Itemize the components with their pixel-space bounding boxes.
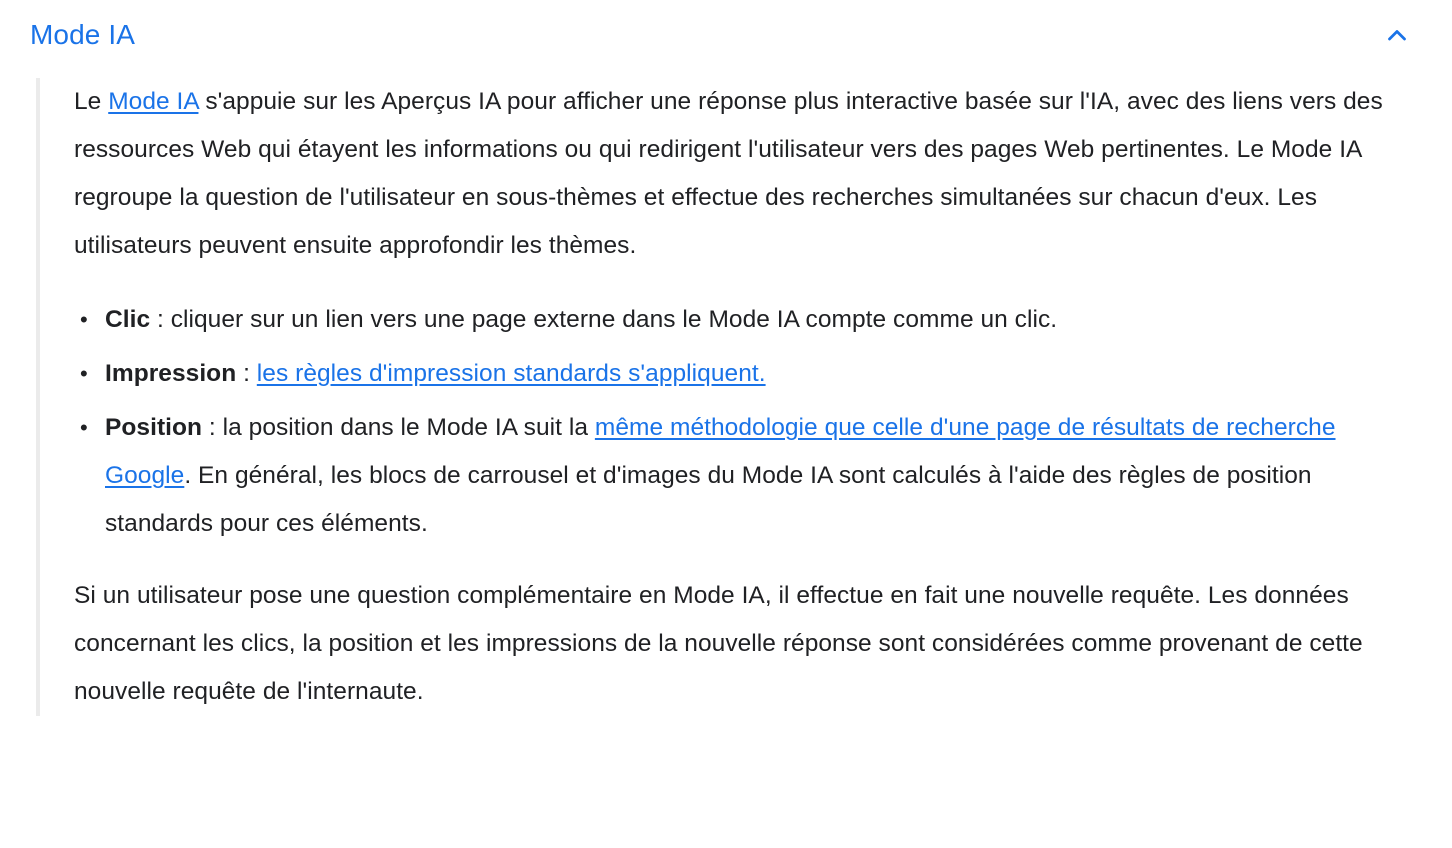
intro-paragraph — [74, 78, 1414, 270]
followup-paragraph: Si un utilisateur pose une question complémentaire en Mode IA, il effectue en fait une nouvelle requête. Les données concernant les clics, la position et les impressions de la nouvelle réponse sont considérées comme provenant de cette nouvelle requête de l'internaute. — [74, 582, 1363, 705]
chevron-up-icon[interactable] — [1380, 18, 1414, 52]
intro-text-part2: s'appuie sur les Aperçus IA pour afficher une réponse plus interactive basée sur l'IA, avec des liens vers des ressources Web qui étayent les informations ou qui redirigent l'utilisateur vers des pages Web pertinentes. Le Mode IA regroupe la question de l'utilisateur en sous-thèmes et effectue des recherches simultanées sur chacun d'eux. Les utilisateurs peuvent ensuite approfondir les thèmes. — [74, 88, 1383, 259]
bullet-term-impression: Impression — [105, 360, 237, 387]
metric-definitions-list — [74, 296, 1452, 548]
mode-ia-link[interactable]: Mode IA — [108, 88, 199, 115]
bullet-term-position: Position — [105, 414, 203, 441]
list-item — [74, 350, 1425, 398]
section-content — [36, 78, 1452, 716]
list-item — [74, 296, 1425, 344]
bullet-text-position-before: : la position dans le Mode IA suit la — [202, 414, 595, 441]
bullet-text-position-after: . En général, les blocs de carrousel et d'images du Mode IA sont calculés à l'aide des règles de position standards pour ces éléments. — [105, 462, 1312, 537]
intro-text-part1: Le — [74, 88, 109, 115]
page-title: Mode IA — [30, 19, 135, 50]
impression-rules-link[interactable]: les règles d'impression standards s'appliquent. — [256, 360, 766, 387]
bullet-term-clic: Clic — [105, 306, 151, 333]
bullet-text-clic: : cliquer sur un lien vers une page externe dans le Mode IA compte comme un clic. — [150, 306, 1058, 333]
bullet-text-impression: : — [236, 360, 257, 387]
list-item — [74, 404, 1425, 548]
collapsible-section-header[interactable] — [0, 0, 1452, 62]
position-methodology-link[interactable]: même méthodologie que celle d'une page de résultats de recherche Google — [105, 414, 1336, 489]
